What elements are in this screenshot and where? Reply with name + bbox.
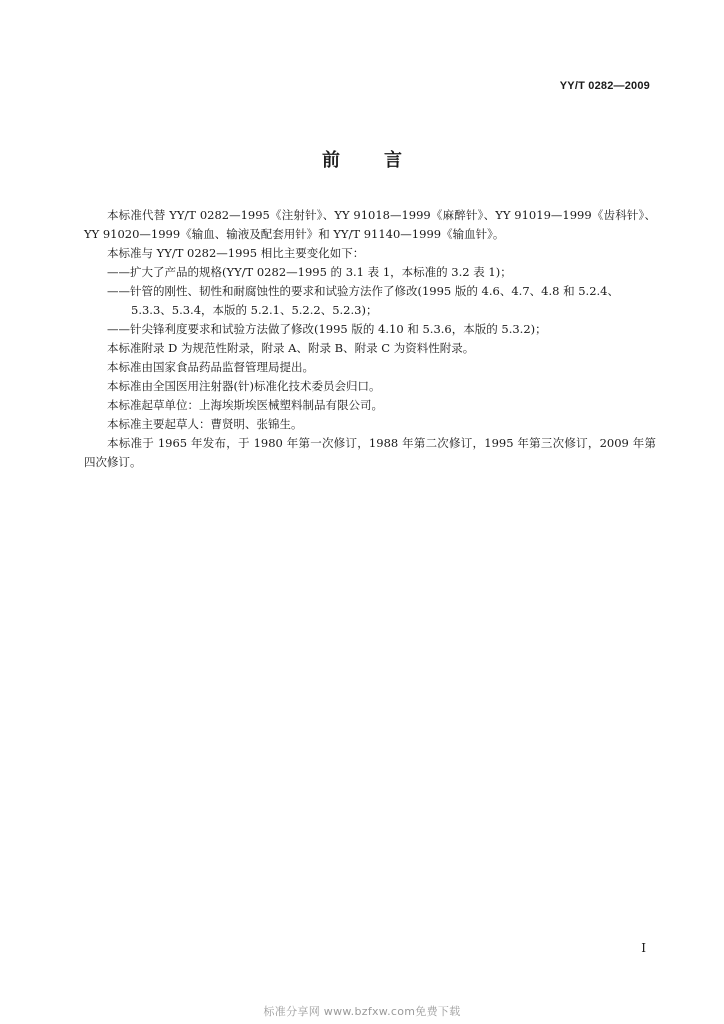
page-title: 前言 [322,150,446,171]
watermark-text: 标准分享网 www.bzfxw.com免费下载 [263,1005,461,1018]
document-code: YY/T 0282—2009 [559,80,650,92]
paragraph-drafting-unit: 本标准起草单位：上海埃斯埃医械塑料制品有限公司。 [107,398,383,412]
paragraph-appendix: 本标准附录 D 为规范性附录，附录 A、附录 B、附录 C 为资料性附录。 [107,341,475,355]
foreword-body [84,206,656,472]
paragraph-proposer: 本标准由国家食品药品监督管理局提出。 [107,360,314,374]
page-number: I [641,941,646,955]
change-item: ——针尖锋利度要求和试验方法做了修改(1995 版的 4.10 和 5.3.6，本版的 5.3.2)； [107,322,547,336]
change-item: ——针管的刚性、韧性和耐腐蚀性的要求和试验方法作了修改(1995 版的 4.6、4.7、4.8 和 5.2.4、5.3.3、5.3.4，本版的 5.2.1、5.2.2、5.2.3)； [107,284,619,317]
change-item: ——扩大了产品的规格(YY/T 0282—1995 的 3.1 表 1，本标准的 3.2 表 1)； [107,265,512,279]
paragraph-history: 本标准于 1965 年发布，于 1980 年第一次修订，1988 年第二次修订，1995 年第三次修订，2009 年第四次修订。 [84,436,656,469]
paragraph-changes-intro: 本标准与 YY/T 0282—1995 相比主要变化如下： [107,246,365,260]
paragraph-committee: 本标准由全国医用注射器(针)标准化技术委员会归口。 [107,379,381,393]
paragraph-replaces: 本标准代替 YY/T 0282—1995《注射针》、YY 91018—1999《麻醉针》、YY 91019—1999《齿科针》、YY 91020—1999《输血、输液及配套用针》和 YY/T 91140—1999《输血针》。 [84,208,656,241]
paragraph-drafters: 本标准主要起草人：曹贤明、张锦生。 [107,417,303,431]
